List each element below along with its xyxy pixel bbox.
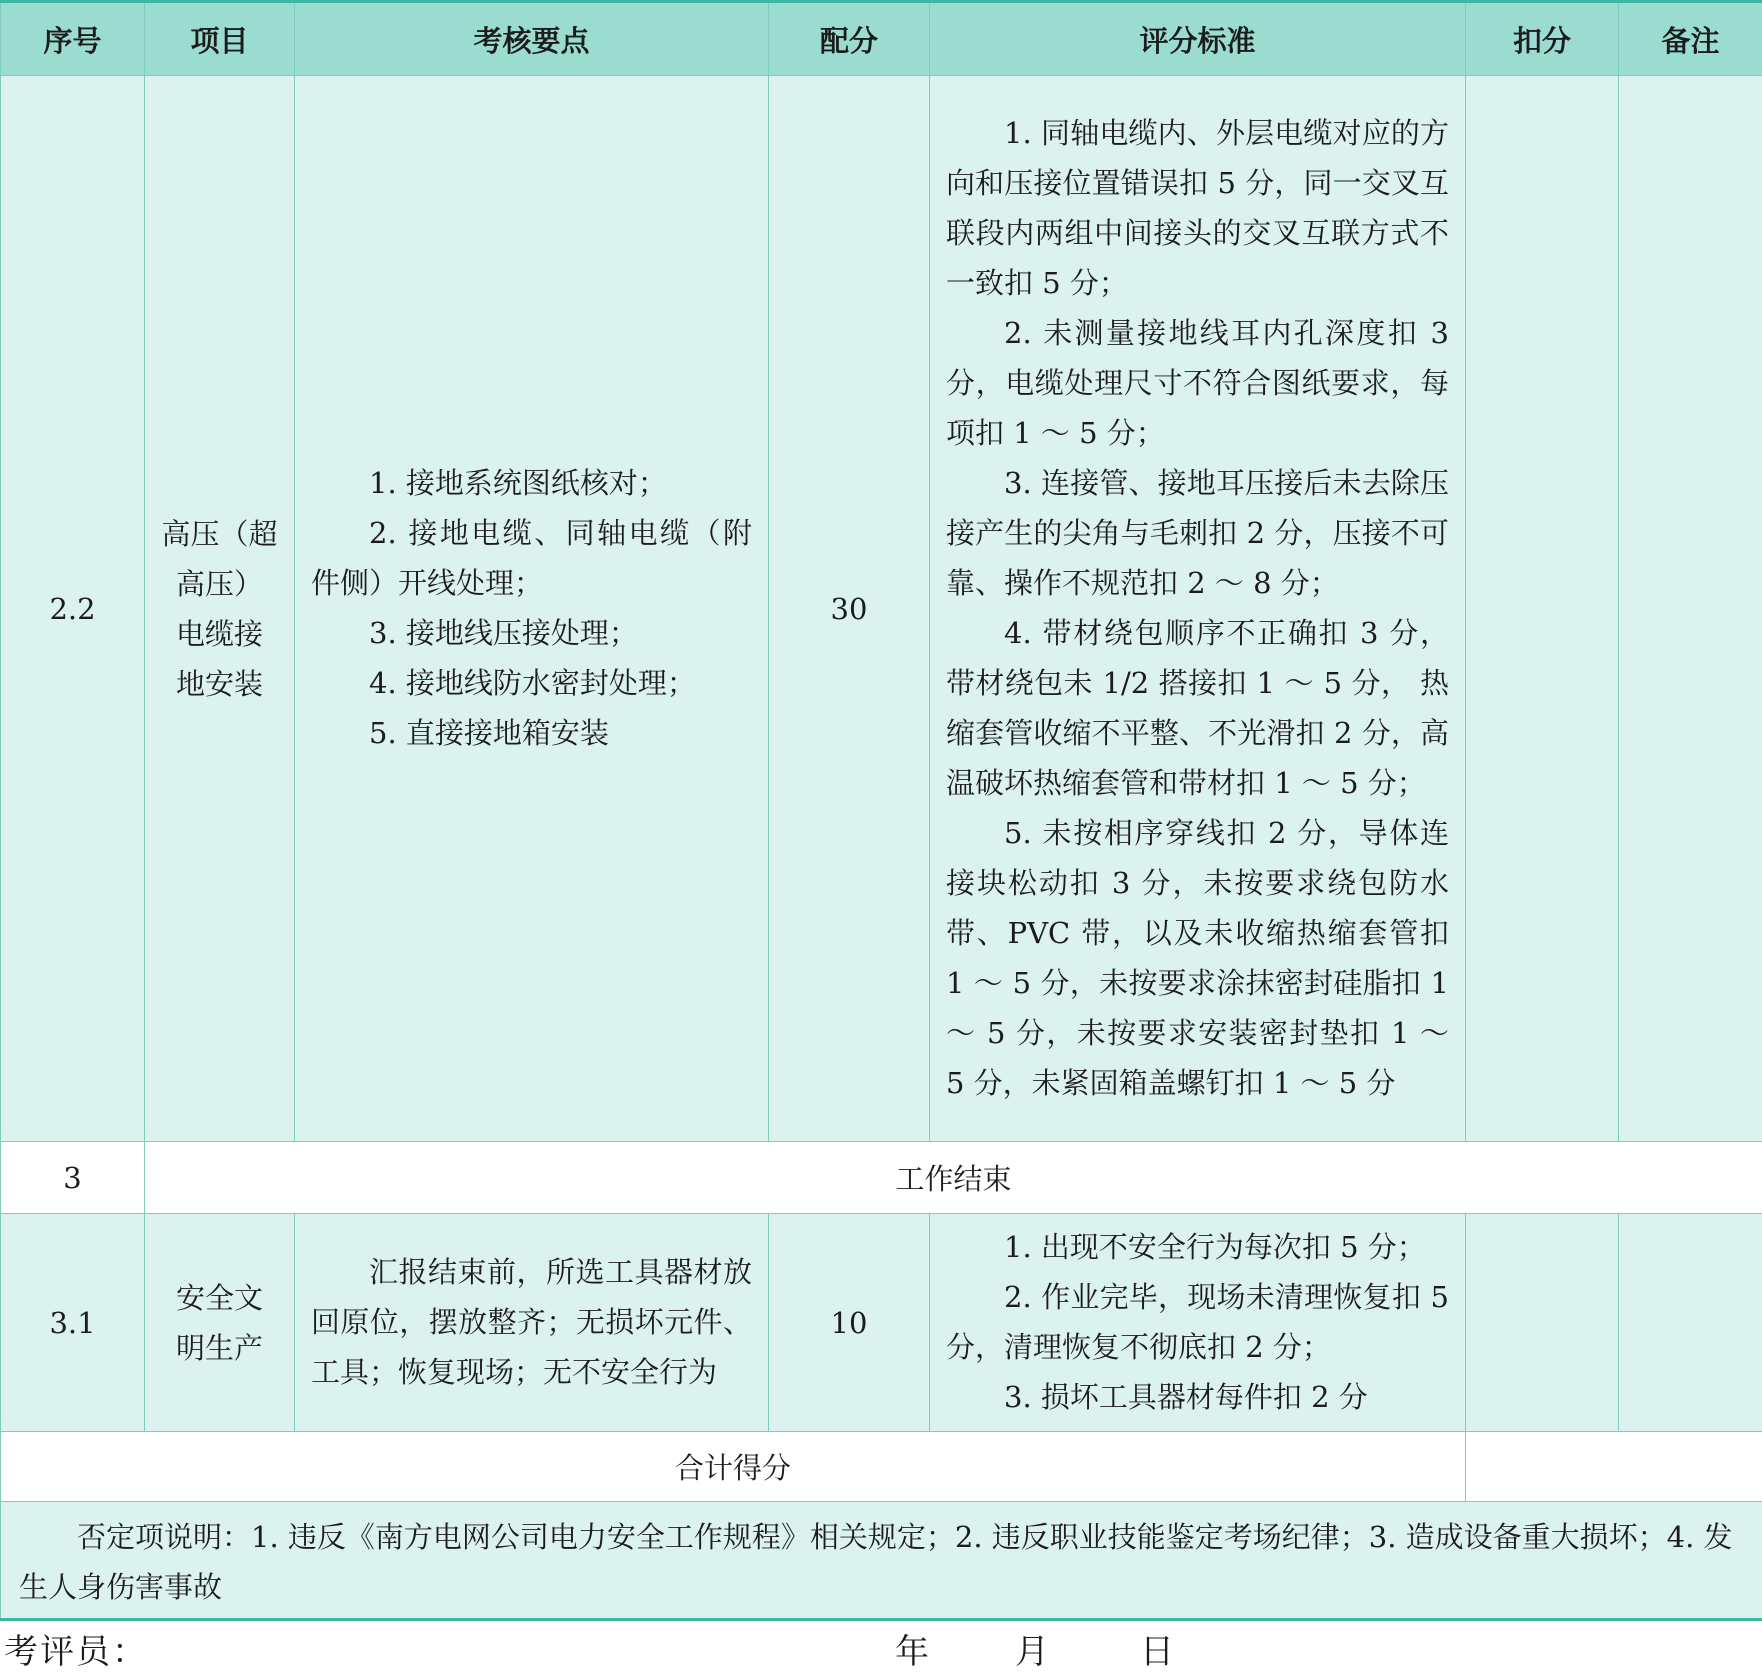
item-line: 高压） [146, 559, 293, 609]
deduct-cell[interactable] [1466, 76, 1619, 1142]
deduct-cell[interactable] [1466, 1214, 1619, 1432]
section-title: 工作结束 [145, 1142, 1762, 1214]
criteria-item: 2. 未测量接地线耳内孔深度扣 3 分，电缆处理尺寸不符合图纸要求，每项扣 1 ～ 5 分； [946, 308, 1449, 458]
seq-cell: 3.1 [1, 1214, 145, 1432]
key-point: 2. 接地电缆、同轴电缆（附件侧）开线处理； [311, 508, 752, 608]
item-line: 明生产 [146, 1323, 293, 1373]
key-points-cell [295, 1214, 769, 1432]
item-line: 电缆接 [146, 609, 293, 659]
veto-note-text: 否定项说明：1. 违反《南方电网公司电力安全工作规程》相关规定；2. 违反职业技能鉴定考场纪律；3. 造成设备重大损坏；4. 发生人身伤害事故 [19, 1512, 1744, 1612]
day-label: 日 [1140, 1624, 1176, 1673]
month-label: 月 [1015, 1624, 1051, 1673]
header-score: 配分 [769, 2, 930, 76]
seq-cell: 3 [1, 1142, 145, 1214]
criteria-cell [930, 76, 1466, 1142]
item-line: 高压（超 [146, 509, 293, 559]
table-row-3 [1, 1142, 1762, 1214]
header-item: 项目 [145, 2, 295, 76]
veto-note [1, 1502, 1762, 1620]
criteria-item: 4. 带材绕包顺序不正确扣 3 分，带材绕包未 1/2 搭接扣 1 ～ 5 分， 热缩套管收缩不平整、不光滑扣 2 分，高温破坏热缩套管和带材扣 1 ～ 5 分； [946, 608, 1449, 808]
key-points-cell [295, 76, 769, 1142]
table-row-2-2 [1, 76, 1762, 1142]
header-key-points: 考核要点 [295, 2, 769, 76]
score-cell: 30 [769, 76, 930, 1142]
criteria-item: 1. 同轴电缆内、外层电缆对应的方向和压接位置错误扣 5 分，同一交叉互联段内两组中间接头的交叉互联方式不一致扣 5 分； [946, 108, 1449, 308]
table-row-3-1 [1, 1214, 1762, 1432]
item-line: 地安装 [146, 659, 293, 709]
examiner-label: 考评员： [4, 1624, 148, 1673]
criteria-item: 2. 作业完毕，现场未清理恢复扣 5 分，清理恢复不彻底扣 2 分； [946, 1272, 1449, 1372]
key-point: 汇报结束前，所选工具器材放回原位，摆放整齐；无损坏元件、工具；恢复现场；无不安全行为 [311, 1247, 752, 1397]
key-point: 1. 接地系统图纸核对； [311, 458, 752, 508]
header-deduct: 扣分 [1466, 2, 1619, 76]
header-remark: 备注 [1619, 2, 1762, 76]
item-cell [145, 1214, 295, 1432]
criteria-item: 1. 出现不安全行为每次扣 5 分； [946, 1222, 1449, 1272]
header-criteria: 评分标准 [930, 2, 1466, 76]
header-seq: 序号 [1, 2, 145, 76]
criteria-item: 5. 未按相序穿线扣 2 分，导体连接块松动扣 3 分，未按要求绕包防水带、PVC 带，以及未收缩热缩套管扣 1 ～ 5 分，未按要求涂抹密封硅脂扣 1 ～ 5 分，未按要求安装密封垫扣 1 ～ 5 分，未紧固箱盖螺钉扣 1 ～ 5 分 [946, 808, 1449, 1108]
item-line: 安全文 [146, 1273, 293, 1323]
criteria-item: 3. 连接管、接地耳压接后未去除压接产生的尖角与毛刺扣 2 分，压接不可靠、操作不规范扣 2 ～ 8 分； [946, 458, 1449, 608]
criteria-cell [930, 1214, 1466, 1432]
header-row [1, 2, 1762, 76]
key-point: 4. 接地线防水密封处理； [311, 658, 752, 708]
key-point: 3. 接地线压接处理； [311, 608, 752, 658]
key-point: 5. 直接接地箱安装 [311, 708, 752, 758]
year-label: 年 [895, 1624, 931, 1673]
seq-cell: 2.2 [1, 76, 145, 1142]
score-cell: 10 [769, 1214, 930, 1432]
criteria-item: 3. 损坏工具器材每件扣 2 分 [946, 1372, 1449, 1422]
total-value[interactable] [1466, 1432, 1762, 1502]
total-row [1, 1432, 1762, 1502]
remark-cell[interactable] [1619, 76, 1762, 1142]
remark-cell[interactable] [1619, 1214, 1762, 1432]
total-label: 合计得分 [1, 1432, 1466, 1502]
item-cell [145, 76, 295, 1142]
note-row [1, 1502, 1762, 1620]
